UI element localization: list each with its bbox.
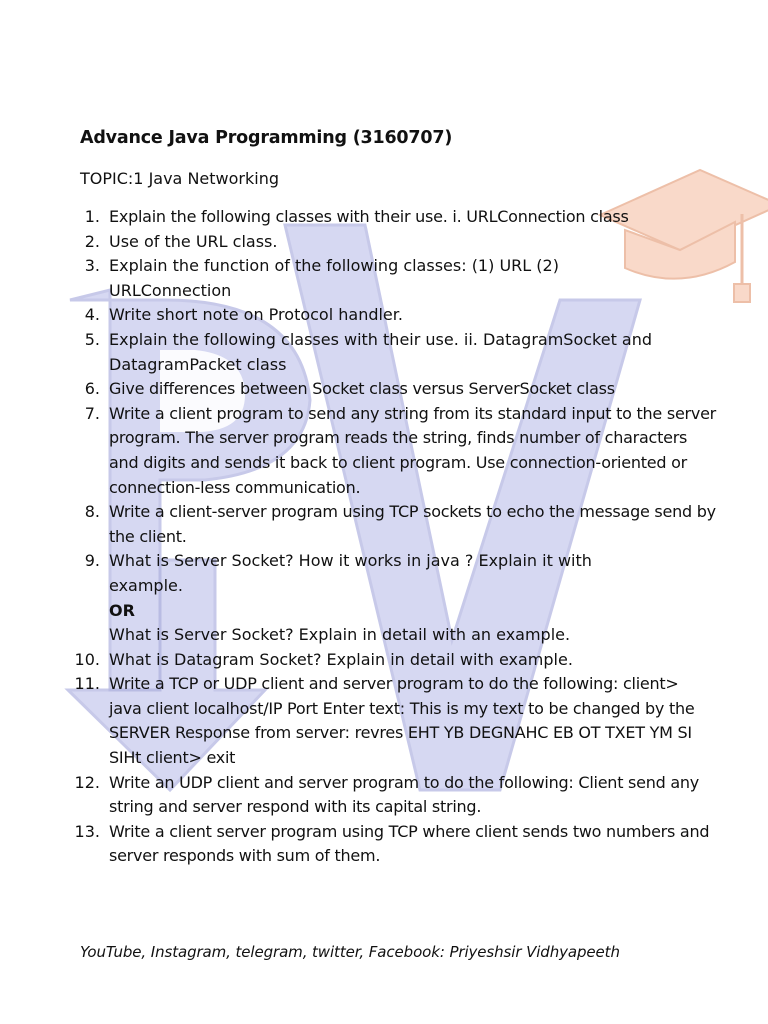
question-number: 11. xyxy=(74,674,100,694)
question-text: Write an UDP client and server program to do the following: Client send any string and server respond with its capital string. xyxy=(109,772,700,817)
topic-heading: TOPIC:1 Java Networking xyxy=(80,169,279,188)
question-item xyxy=(58,254,718,303)
or-separator: OR xyxy=(109,600,135,620)
question-item xyxy=(58,230,718,255)
question-item xyxy=(58,820,718,869)
document-title: Advance Java Programming (3160707) xyxy=(80,128,453,148)
question-item xyxy=(58,500,718,549)
question-number: 6. xyxy=(84,379,100,399)
question-item xyxy=(58,648,718,673)
question-number: 3. xyxy=(84,256,100,276)
question-item xyxy=(58,328,718,377)
question-number: 4. xyxy=(84,305,100,325)
question-number: 1. xyxy=(84,207,100,226)
question-text: Write short note on Protocol handler. xyxy=(109,305,403,325)
question-text: Explain the following classes with their use. ii. DatagramSocket and DatagramPacket class xyxy=(109,329,653,374)
question-number: 5. xyxy=(84,329,100,349)
question-item xyxy=(58,549,718,647)
question-text: Write a client program to send any string from its standard input to the server program. The server program reads the string, finds number of characters and digits and sends it back to client program. Use connection-oriented or connection-less communication. xyxy=(109,403,717,497)
question-number: 8. xyxy=(84,502,100,522)
question-number: 13. xyxy=(74,821,100,841)
question-text: Explain the function of the following classes: (1) URL (2) URLConnection xyxy=(109,256,559,300)
question-item xyxy=(58,303,718,328)
question-number: 9. xyxy=(84,551,100,571)
question-text: What is Server Socket? How it works in java ? Explain it with example. xyxy=(109,551,592,595)
question-text: Give differences between Socket class versus ServerSocket class xyxy=(109,379,615,399)
question-number: 12. xyxy=(74,772,100,792)
question-number: 7. xyxy=(84,403,100,423)
question-item xyxy=(58,377,718,402)
question-number: 10. xyxy=(74,649,100,669)
question-text: Use of the URL class. xyxy=(109,231,278,251)
question-text: Explain the following classes with their use. i. URLConnection class xyxy=(109,207,629,226)
social-footer: YouTube, Instagram, telegram, twitter, Facebook: Priyeshsir Vidhyapeeth xyxy=(80,943,620,961)
question-item xyxy=(58,402,718,500)
question-text: Write a client server program using TCP where client sends two numbers and server responds with sum of them. xyxy=(109,821,710,866)
question-number: 2. xyxy=(84,231,100,251)
alternate-question-text: What is Server Socket? Explain in detail with an example. xyxy=(109,625,571,645)
question-text: Write a TCP or UDP client and server program to do the following: client> java client localhost/IP Port Enter text: This is my text to be changed by the SERVER Response from server: revres EHT YB DEGNAHC EB OT TXET YM SI SIHt client> exit xyxy=(109,674,695,768)
question-text: What is Datagram Socket? Explain in detail with example. xyxy=(109,649,573,669)
question-item xyxy=(58,205,718,230)
question-list xyxy=(58,205,718,869)
question-item xyxy=(58,672,718,770)
question-text: Write a client-server program using TCP sockets to echo the message send by the client. xyxy=(109,502,716,546)
question-item xyxy=(58,771,718,820)
